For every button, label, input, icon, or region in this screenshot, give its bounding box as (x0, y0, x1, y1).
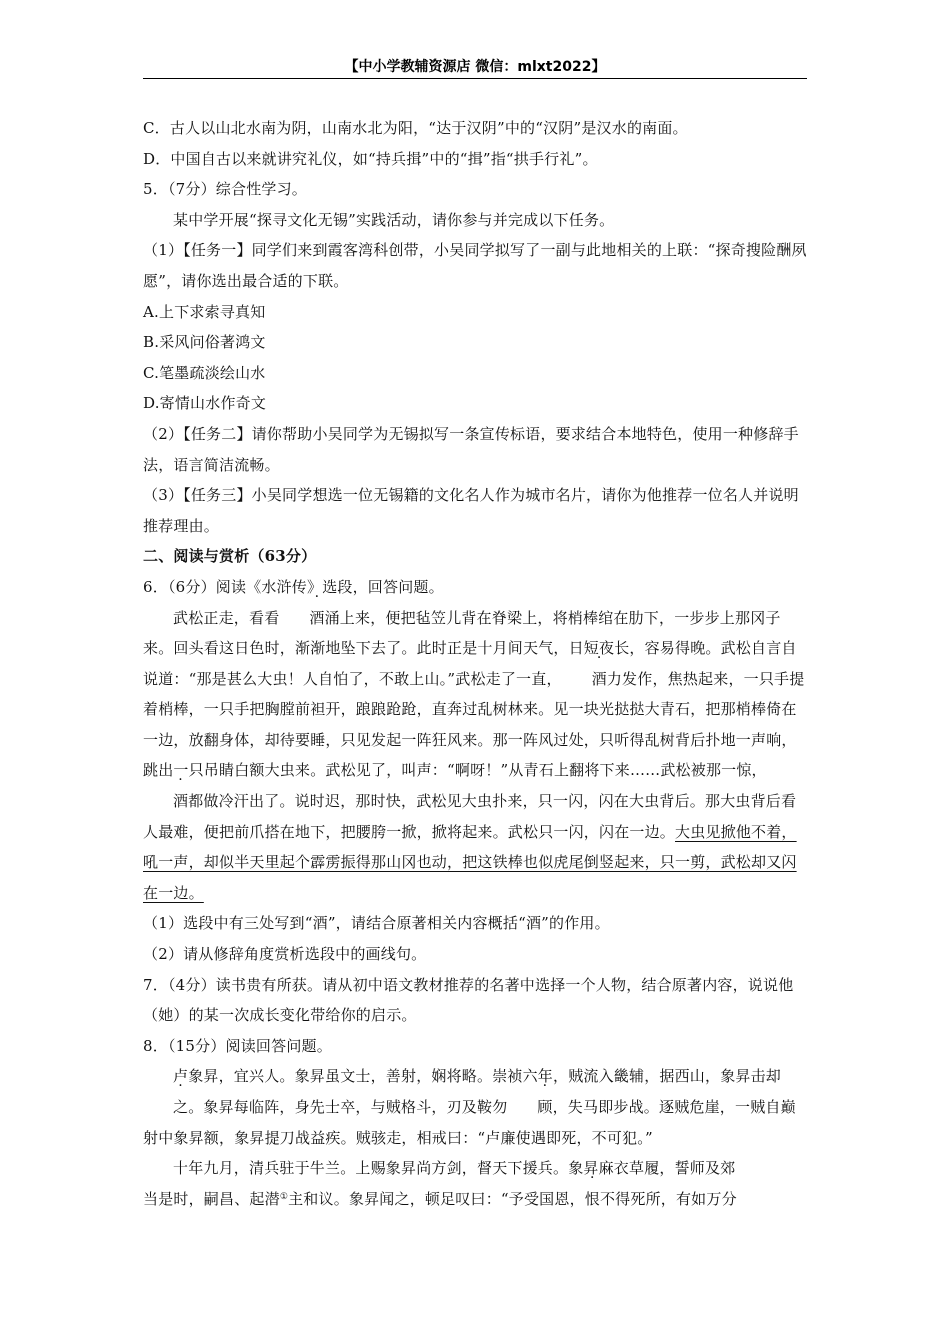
q5-option-d: D.寄情山水作奇文 (143, 394, 267, 413)
q5-intro: 某中学开展“探寻文化无锡”实践活动，请你参与并完成以下任务。 (173, 210, 615, 229)
page-header: 【中小学教辅资源店 微信：mlxt2022】 (344, 59, 606, 75)
q5-task1: （1）【任务一】同学们来到霞客湾科创带，小吴同学拟写了一副与此地相关的上联：“探奇搜险酬夙愿”，请你选出最合适的下联。 (143, 241, 807, 290)
underlined-sentence: 大虫见掀他不着，吼一声，却似半天里起个霹雳振得那山冈也动，把这铁棒也似虎尾倒竖起来，只一剪，武松却又闪在一边。 (143, 822, 797, 902)
document-body (143, 113, 807, 1214)
passage-text: 主和议。象昇闻之，顿足叹曰：“予受国恩， (288, 1189, 585, 1208)
passage-text: 当是时，嗣昌、起潜 (143, 1189, 280, 1208)
passage-text: 涌上来，便把毡笠儿背在脊梁上，将梢棒绾在肋下，一步步上那冈子来。回头看这日色时，渐渐地坠下去了。此时正是十月间天气，日短夜长，容易得晚。武松自言自说道：“那是甚么大虫！人自怕了，不敢上山。”武松走了一直， (143, 608, 797, 688)
dotted-char-jiu: 酒 (309, 608, 325, 627)
q5-option-a: A.上下求索寻真知 (143, 302, 266, 321)
q5-task3: （3）【任务三】小吴同学想选一位无锡籍的文化名人作为城市名片，请你为他推荐一位名人并说明推荐理由。 (143, 486, 799, 535)
q5-option-c: C.笔墨疏淡绘山水 (143, 363, 266, 382)
q5-title: 5．（7分）综合性学习。 (143, 180, 307, 199)
q4-option-c: C．古人以山北水南为阴，山南水北为阳，“达于汉阴”中的“汉阴”是汉水的南面。 (143, 119, 688, 137)
q6-sub1: （1）选段中有三处写到“酒”，请结合原著相关内容概括“酒”的作用。 (143, 914, 610, 933)
dotted-char-hen: 恨 (584, 1189, 600, 1208)
passage-text: 卢象昇，宜兴人。象昇虽文士，善射，娴将略。崇祯六年，贼流入畿辅，据西山，象昇击却 (173, 1067, 782, 1086)
passage-text: 力发作，焦热起来，一只手提着梢棒，一只手把胸膛前袒开，踉踉跄跄，直奔过乱树林来。见一块光挞挞大青石，把那梢棒倚在一边，放翻身体，却待要睡，只见发起一阵狂风来。那一阵风过处，只听得乱树背后扑地一声响，跳出一只吊睛白额大虫来。武松见了，叫声：“啊呀！”从青石上翻将下来……武松被那一惊， (143, 669, 805, 780)
dotted-char-gu: 顾 (537, 1098, 553, 1116)
passage-text: 不得死所，有如万分 (599, 1189, 737, 1208)
q7: 7．（4分）读书贵有所获。请从初中语文教材推荐的名著中选择一个人物，结合原著内容，说说他（她）的某一次成长变化带给你的启示。 (143, 975, 794, 1025)
header-divider (143, 78, 807, 79)
passage-text: 都做冷汗出了。说时迟，那时快，武松见大虫扑来，只一闪，闪在大虫背后。那大虫背后看人最难，便把前爪搭在地下，把腰胯一掀，掀将起来。武松只一闪，闪在一边。 (143, 792, 797, 841)
q5-option-b: B.采风问俗著鸿文 (143, 333, 266, 352)
section-2-heading: 二、阅读与赏析（63分） (143, 547, 317, 566)
q8-paragraph-2-line1: 十年九月，清兵驻于牛兰。上赐象昇尚方剑，督天下援兵。象昇麻衣草履，誓师及郊 (173, 1159, 736, 1178)
q8-title: 8．（15分）阅读回答问题。 (143, 1036, 332, 1055)
dotted-char-zhi: 之 (173, 1098, 189, 1116)
q6-sub2: （2）请从修辞角度赏析选段中的画线句。 (143, 945, 427, 964)
passage-text: 。象昇每临阵，身先士卒，与贼格斗，刃及鞍勿 (188, 1098, 508, 1116)
footnote-marker: ① (279, 1191, 289, 1202)
q6-title: 6．（6分）阅读《水浒传》选段，回答问题。 (143, 577, 444, 596)
passage-text: ，失马即步战。逐贼危崖，一贼自巅射中象昇额，象昇提刀战益疾。贼骇走，相戒曰：“卢廉使遇即死，不可犯。” (143, 1098, 796, 1147)
dotted-char-jiu: 酒 (591, 669, 607, 688)
passage-text: 武松正走，看看 (173, 608, 280, 627)
q6-passage (143, 603, 807, 909)
q8-paragraph-2-line2 (143, 1184, 807, 1215)
q8-paragraph-1 (143, 1061, 807, 1153)
q5-task2: （2）【任务二】请你帮助小吴同学为无锡拟写一条宣传标语，要求结合本地特色，使用一种修辞手法，语言简洁流畅。 (143, 424, 799, 474)
q4-option-d: D．中国自古以来就讲究礼仪，如“持兵揖”中的“揖”指“拱手行礼”。 (143, 149, 598, 168)
dotted-char-jiu: 酒 (173, 792, 189, 811)
